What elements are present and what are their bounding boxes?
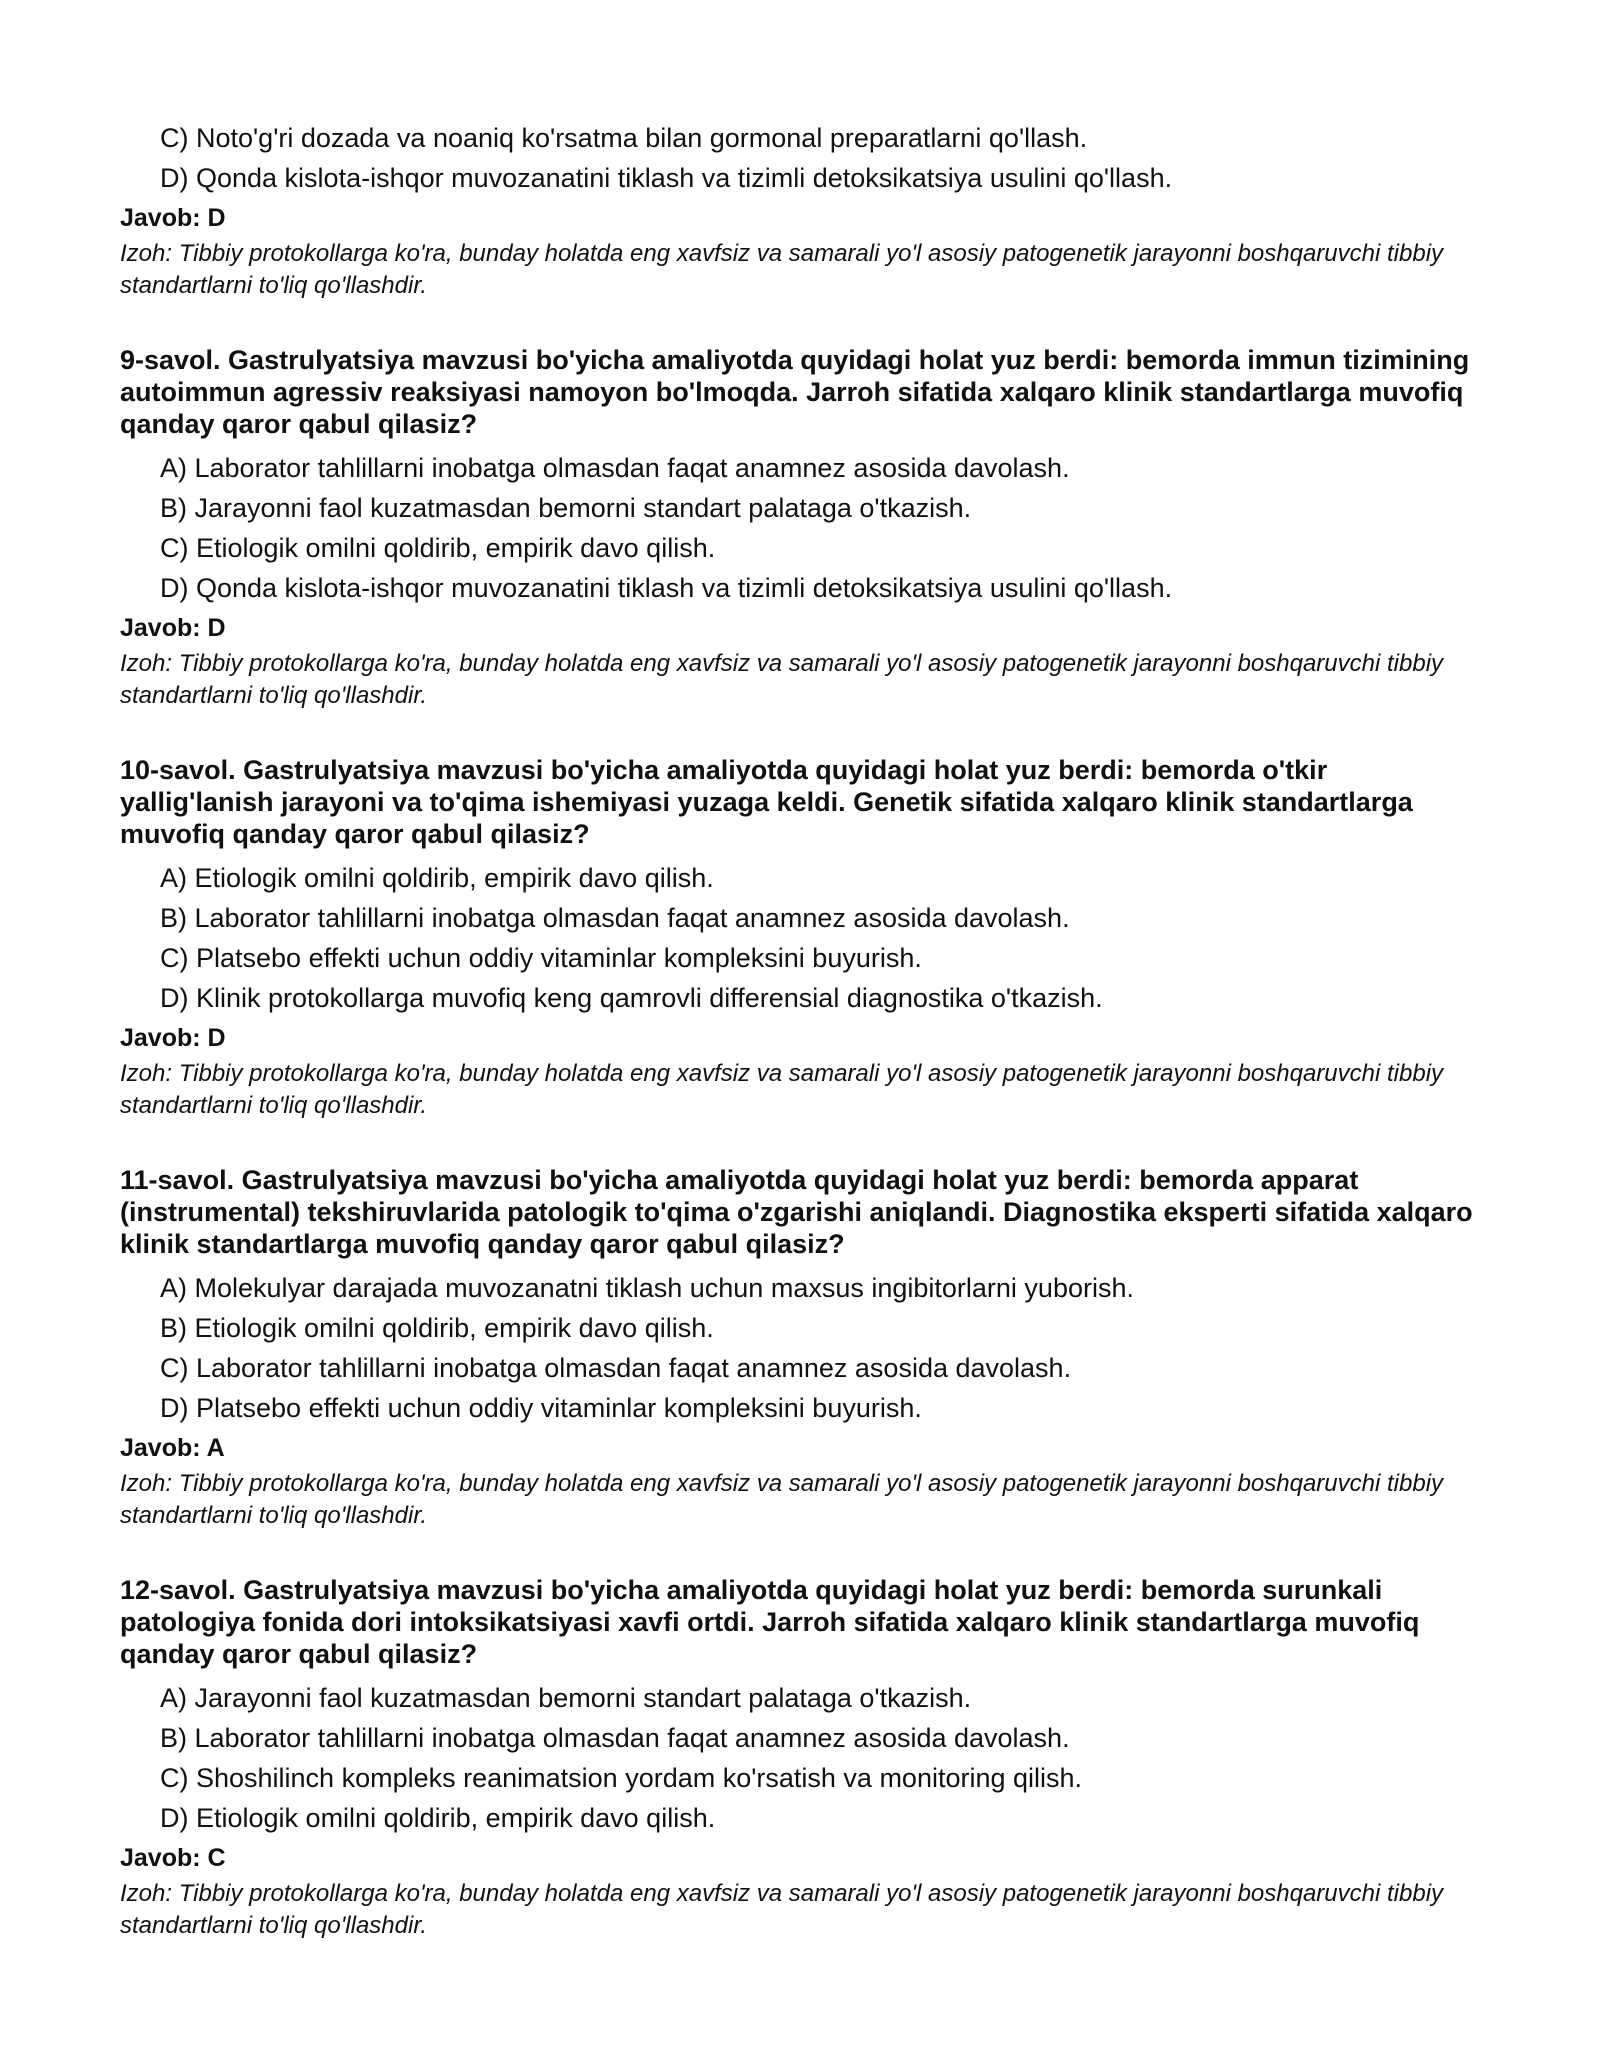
option-a: A) Jarayonni faol kuzatmasdan bemorni standart palataga o'tkazish. <box>160 1683 972 1713</box>
question-text: 12-savol. Gastrulyatsiya mavzusi bo'yicha amaliyotda quyidagi holat yuz berdi: bemorda surunkali patologiya fonida dori intoksikatsiyasi xavfi ortdi. Jarroh sifatida xalqaro klinik standartlarga muvofiq qanday qaror qabul qilasiz? <box>120 1575 1420 1669</box>
option-d: D) Qonda kislota-ishqor muvozanatini tiklash va tizimli detoksikatsiya usulini qo'llash. <box>160 163 1173 193</box>
option-b: B) Laborator tahlillarni inobatga olmasdan faqat anamnez asosida davolash. <box>160 903 1070 933</box>
answer-label: Javob: C <box>120 1844 226 1872</box>
answer-label: Javob: D <box>120 614 226 642</box>
option-c: C) Etiologik omilni qoldirib, empirik davo qilish. <box>160 533 716 563</box>
option-a: A) Etiologik omilni qoldirib, empirik davo qilish. <box>160 863 714 893</box>
option-b: B) Etiologik omilni qoldirib, empirik davo qilish. <box>160 1313 714 1343</box>
option-c: C) Shoshilinch kompleks reanimatsion yordam ko'rsatish va monitoring qilish. <box>160 1763 1083 1793</box>
option-a: A) Laborator tahlillarni inobatga olmasdan faqat anamnez asosida davolash. <box>160 453 1070 483</box>
option-b: B) Laborator tahlillarni inobatga olmasdan faqat anamnez asosida davolash. <box>160 1723 1070 1753</box>
option-a: A) Molekulyar darajada muvozanatni tiklash uchun maxsus ingibitorlarni yuborish. <box>160 1273 1134 1303</box>
answer-label: Javob: D <box>120 204 226 232</box>
option-d: D) Etiologik omilni qoldirib, empirik davo qilish. <box>160 1803 716 1833</box>
option-c: C) Noto'g'ri dozada va noaniq ko'rsatma bilan gormonal preparatlarni qo'llash. <box>160 123 1088 153</box>
option-d: D) Platsebo effekti uchun oddiy vitaminlar kompleksini buyurish. <box>160 1393 922 1423</box>
question-text: 11-savol. Gastrulyatsiya mavzusi bo'yicha amaliyotda quyidagi holat yuz berdi: bemorda apparat (instrumental) tekshiruvlarida patologik to'qima o'zgarishi aniqlandi. Diagnostika eksperti sifatida xalqaro klinik standartlarga muvofiq qanday qaror qabul qilasiz? <box>120 1165 1473 1259</box>
option-c: C) Platsebo effekti uchun oddiy vitaminlar kompleksini buyurish. <box>160 943 922 973</box>
answer-label: Javob: A <box>120 1434 225 1462</box>
option-d: D) Qonda kislota-ishqor muvozanatini tiklash va tizimli detoksikatsiya usulini qo'llash. <box>160 573 1173 603</box>
question-block-9 <box>120 344 1480 712</box>
option-d: D) Klinik protokollarga muvofiq keng qamrovli differensial diagnostika o'tkazish. <box>160 983 1103 1013</box>
question-text: 10-savol. Gastrulyatsiya mavzusi bo'yicha amaliyotda quyidagi holat yuz berdi: bemorda o'tkir yallig'lanish jarayoni va to'qima ishemiyasi yuzaga keldi. Genetik sifatida xalqaro klinik standartlarga muvofiq qanday qaror qabul qilasiz? <box>120 755 1413 849</box>
explanation-text: Izoh: Tibbiy protokollarga ko'ra, bunday holatda eng xavfsiz va samarali yo'l asosiy patogenetik jarayonni boshqaruvchi tibbiy standartlarni to'liq qo'llashdir. <box>120 240 1444 299</box>
explanation-text: Izoh: Tibbiy protokollarga ko'ra, bunday holatda eng xavfsiz va samarali yo'l asosiy patogenetik jarayonni boshqaruvchi tibbiy standartlarni to'liq qo'llashdir. <box>120 1880 1444 1939</box>
question-block-12 <box>120 1574 1480 1942</box>
option-c: C) Laborator tahlillarni inobatga olmasdan faqat anamnez asosida davolash. <box>160 1353 1072 1383</box>
question-text: 9-savol. Gastrulyatsiya mavzusi bo'yicha amaliyotda quyidagi holat yuz berdi: bemorda immun tizimining autoimmun agressiv reaksiyasi namoyon bo'lmoqda. Jarroh sifatida xalqaro klinik standartlarga muvofiq qanday qaror qabul qilasiz? <box>120 345 1470 439</box>
continued-question <box>120 118 1480 302</box>
explanation-text: Izoh: Tibbiy protokollarga ko'ra, bunday holatda eng xavfsiz va samarali yo'l asosiy patogenetik jarayonni boshqaruvchi tibbiy standartlarni to'liq qo'llashdir. <box>120 1470 1444 1529</box>
option-b: B) Jarayonni faol kuzatmasdan bemorni standart palataga o'tkazish. <box>160 493 972 523</box>
question-block-11 <box>120 1164 1480 1532</box>
answer-label: Javob: D <box>120 1024 226 1052</box>
explanation-text: Izoh: Tibbiy protokollarga ko'ra, bunday holatda eng xavfsiz va samarali yo'l asosiy patogenetik jarayonni boshqaruvchi tibbiy standartlarni to'liq qo'llashdir. <box>120 1060 1444 1119</box>
question-block-10 <box>120 754 1480 1122</box>
explanation-text: Izoh: Tibbiy protokollarga ko'ra, bunday holatda eng xavfsiz va samarali yo'l asosiy patogenetik jarayonni boshqaruvchi tibbiy standartlarni to'liq qo'llashdir. <box>120 650 1444 709</box>
